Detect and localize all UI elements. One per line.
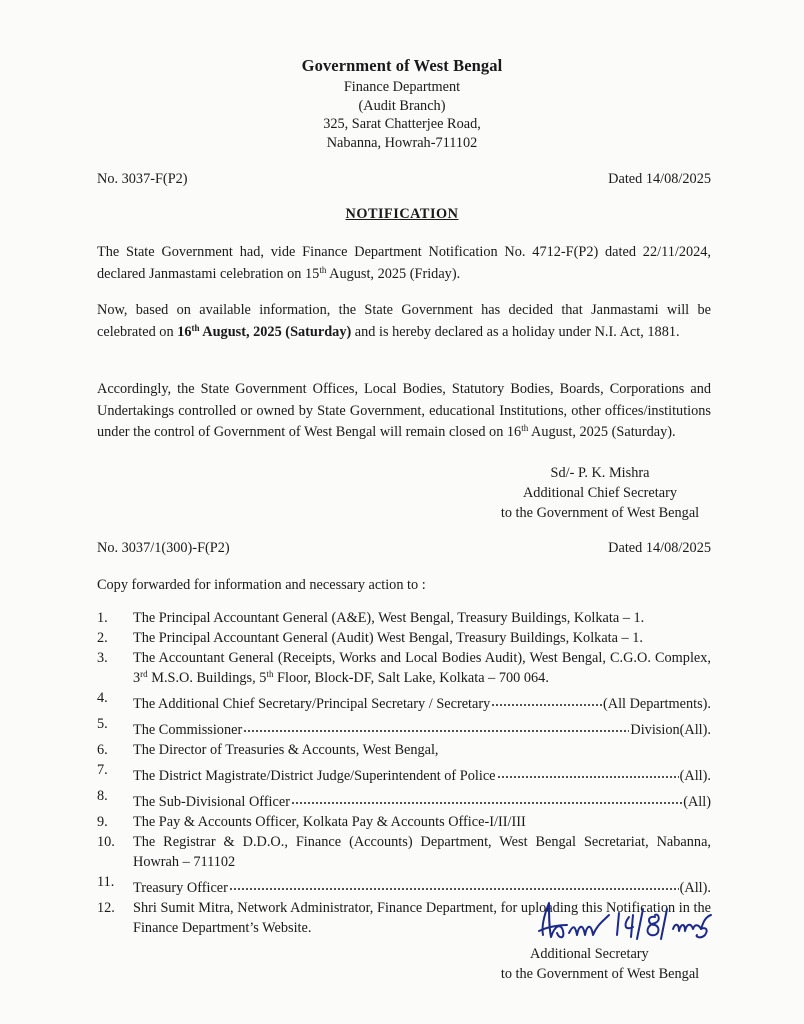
dot-leader	[229, 872, 679, 892]
memo-date: Dated 14/08/2025	[608, 171, 711, 187]
list-text	[133, 688, 711, 714]
list-number: 8.	[97, 788, 108, 804]
list-text-tail: (All)	[683, 794, 711, 810]
list-text: The Pay & Accounts Officer, Kolkata Pay & Accounts Office-I/II/III	[133, 814, 526, 830]
list-text	[133, 714, 711, 740]
memo-number: No. 3037-F(P2)	[97, 171, 188, 187]
paragraph-1-text-end: August, 2025 (Friday).	[326, 265, 461, 282]
paragraph-3-text-end: August, 2025 (Saturday).	[528, 424, 676, 440]
list-number: 2.	[97, 630, 108, 646]
signatory-designation: Additional Chief Secretary	[522, 485, 678, 501]
list-number: 7.	[97, 762, 108, 778]
list-number: 12.	[97, 900, 115, 916]
list-number: 1.	[97, 610, 108, 626]
dot-leader	[491, 688, 602, 708]
list-item	[97, 714, 711, 740]
paragraph-1-text: The State Government had, vide Finance Department Notification No. 4712-F(P2) dated 22/11/2024, declared Janmastami celebration on 15	[97, 244, 711, 282]
list-text-tail: (All).	[679, 768, 711, 784]
list-text-tail: Division(All).	[630, 722, 711, 738]
list-number: 11.	[97, 874, 115, 890]
signatory-designation-2: Additional Secretary	[530, 946, 649, 962]
signatory-org-2: to the Government of West Bengal	[500, 966, 700, 982]
ordinal-suffix: rd	[140, 669, 148, 679]
list-text-lead: The District Magistrate/District Judge/Superintendent of Police	[133, 768, 496, 784]
paragraph-2-text-end: and is hereby declared as a holiday under N.I. Act, 1881.	[351, 323, 680, 340]
list-item	[97, 608, 711, 628]
list-text-lead: The Sub-Divisional Officer	[133, 794, 290, 810]
list-text-lead: Treasury Officer	[133, 880, 228, 896]
list-item	[97, 648, 711, 688]
ordinal-suffix: th	[319, 264, 327, 275]
list-item	[97, 740, 711, 760]
paragraph-2-text: Now, based on available information, the State Government has decided that Janmastami will be celebrated on	[97, 302, 711, 340]
dot-leader	[291, 786, 682, 806]
department-name: Finance Department	[343, 79, 461, 95]
list-text	[133, 760, 711, 786]
list-text-lead: The Additional Chief Secretary/Principal Secretary / Secretary	[133, 696, 491, 712]
paragraph-2	[97, 300, 711, 343]
list-text: Shri Sumit Mitra, Network Administrator, Finance Department, for uploading this Notification in the Finance Department’s Website.	[133, 900, 711, 936]
list-text	[133, 786, 711, 812]
letterhead	[0, 78, 804, 152]
address-line-1: 325, Sarat Chatterjee Road,	[323, 116, 481, 132]
government-title: Government of West Bengal	[301, 56, 503, 75]
list-item	[97, 812, 711, 832]
list-text: The Principal Accountant General (Audit) West Bengal, Treasury Buildings, Kolkata – 1.	[133, 630, 644, 646]
signatory-block-2	[480, 944, 720, 984]
list-item	[97, 832, 711, 872]
address-line-2: Nabanna, Howrah-711102	[326, 134, 478, 151]
list-item	[97, 628, 711, 648]
ordinal-suffix: th	[191, 322, 200, 333]
list-text-lead: The Commissioner	[133, 722, 243, 738]
recipient-list	[97, 608, 711, 938]
branch-name: (Audit Branch)	[358, 97, 446, 114]
list-number: 3.	[97, 650, 108, 666]
list-number: 6.	[97, 742, 108, 758]
ordinal-suffix: th	[266, 669, 274, 679]
list-text: The Registrar & D.D.O., Finance (Accounts) Department, West Bengal Secretariat, Nabanna, Howrah – 711102	[133, 834, 711, 870]
list-number: 5.	[97, 716, 108, 732]
holiday-date-day: 16	[177, 323, 192, 340]
list-text: The Principal Accountant General (A&E), West Bengal, Treasury Buildings, Kolkata – 1.	[133, 610, 645, 626]
copy-forwarded-line: Copy forwarded for information and necessary action to :	[97, 577, 426, 593]
list-item	[97, 760, 711, 786]
paragraph-1	[97, 242, 711, 285]
list-number: 10.	[97, 834, 115, 850]
list-text-part: M.S.O. Buildings, 5	[147, 670, 267, 686]
memo-date-copy: Dated 14/08/2025	[608, 540, 711, 556]
list-text: The Director of Treasuries & Accounts, West Bengal,	[133, 742, 439, 758]
list-text-part: The Accountant General (Receipts, Works and Local Bodies Audit), West Bengal, C.G.O. Complex, 3	[133, 650, 711, 686]
list-number: 4.	[97, 690, 108, 706]
paragraph-3-text: Accordingly, the State Government Offices, Local Bodies, Statutory Bodies, Boards, Corporations and Undertakings controlled or owned by State Government, educational Institutions, other offices/institutions under the control of Government of West Bengal will remain closed on 16	[97, 381, 711, 440]
memo-number-copy: No. 3037/1(300)-F(P2)	[97, 540, 230, 556]
list-item	[97, 786, 711, 812]
signatory-block	[470, 463, 730, 523]
dot-leader	[243, 714, 629, 734]
holiday-date: August, 2025 (Saturday)	[199, 323, 352, 340]
notification-heading: NOTIFICATION	[345, 206, 459, 222]
list-text-part: Floor, Block-DF, Salt Lake, Kolkata – 700 064.	[273, 670, 549, 686]
list-text	[133, 648, 711, 688]
list-text-tail: (All Departments).	[603, 696, 711, 712]
list-number: 9.	[97, 814, 108, 830]
list-item	[97, 688, 711, 714]
list-text-tail: (All).	[679, 880, 711, 896]
signatory-org: to the Government of West Bengal	[500, 505, 700, 521]
ordinal-suffix: th	[521, 423, 529, 433]
paragraph-3	[97, 379, 711, 444]
dot-leader	[497, 760, 679, 780]
signatory-name: Sd/- P. K. Mishra	[550, 465, 650, 481]
